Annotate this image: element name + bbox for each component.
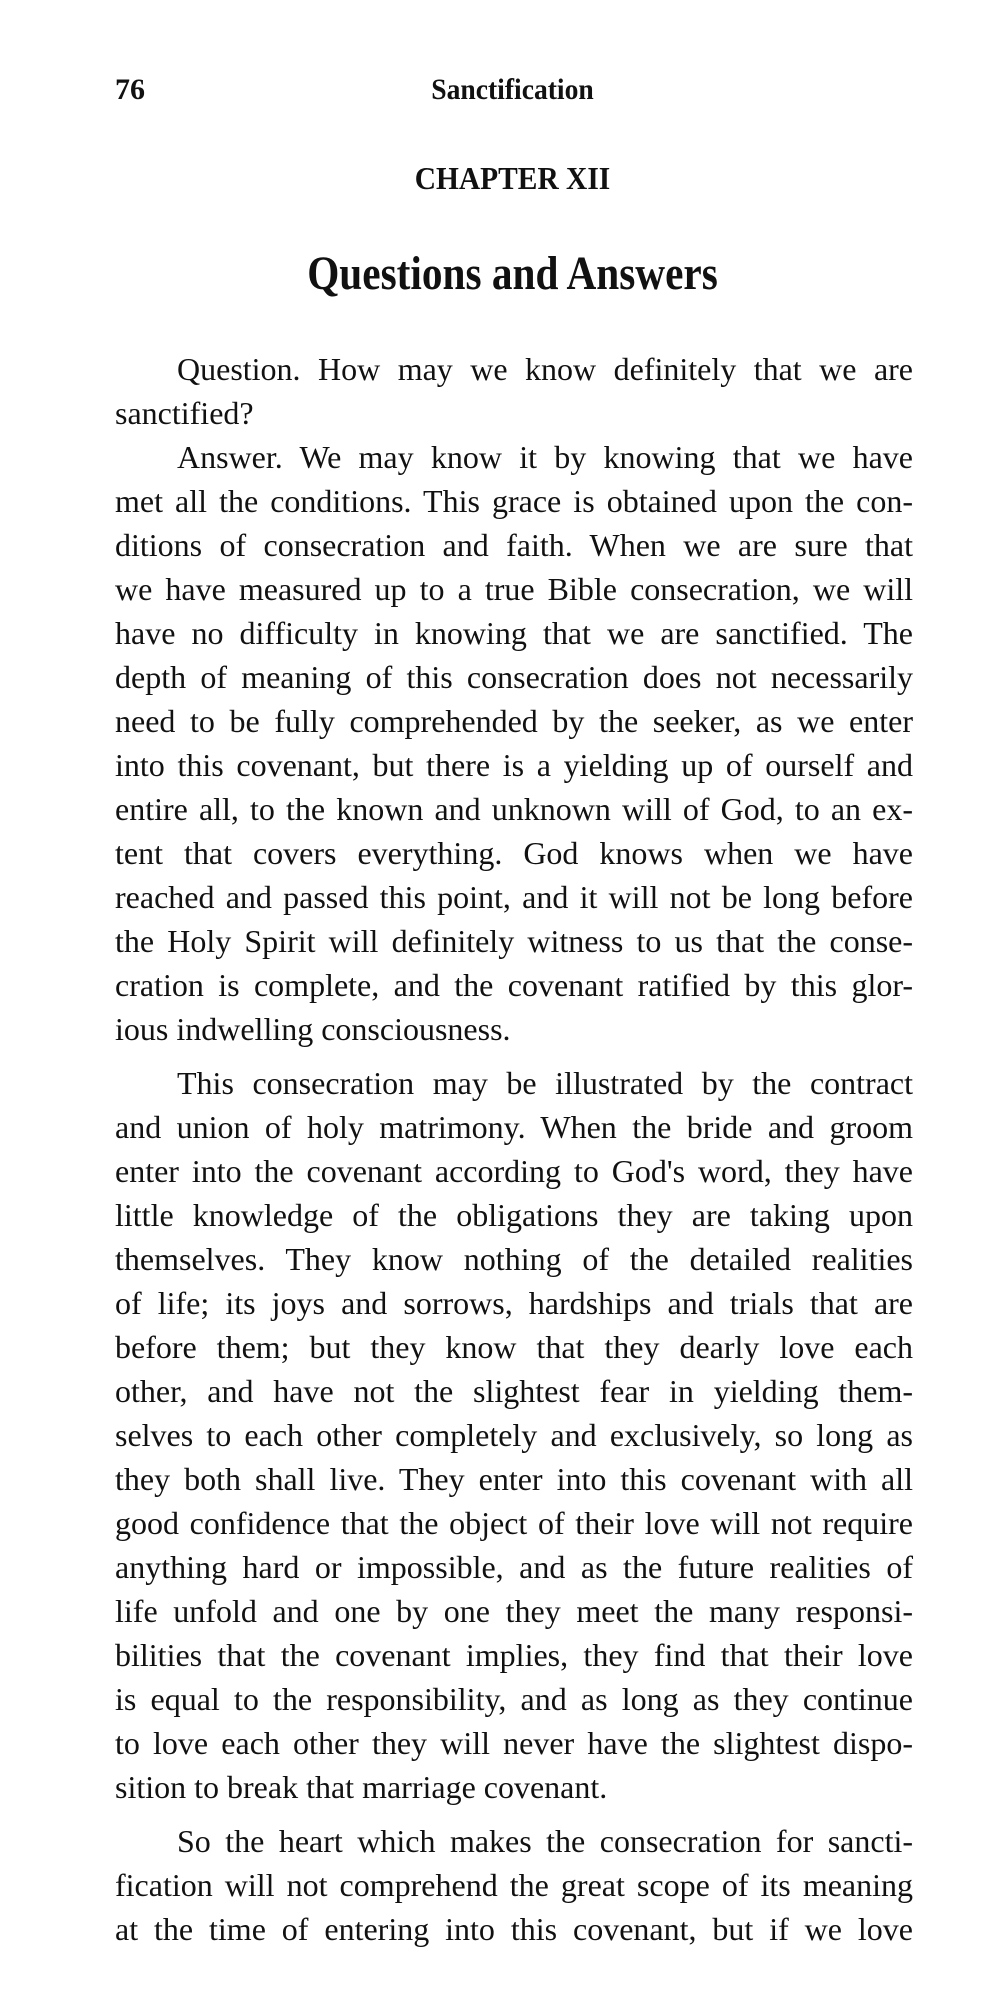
chapter-title: Questions and Answers [307, 247, 718, 300]
text-line: cration is complete, and the covenant ratified by this glor- [115, 967, 913, 1003]
chapter-label: CHAPTER XII [414, 160, 611, 196]
text-line: to love each other they will never have the slightest dispo- [115, 1725, 913, 1761]
text-line: ditions of consecration and faith. When we are sure that [115, 527, 913, 563]
text-line: enter into the covenant according to God's word, they have [115, 1153, 913, 1189]
paragraph [115, 1819, 913, 1951]
text-line: anything hard or impossible, and as the future realities of [115, 1549, 913, 1585]
text-line: met all the conditions. This grace is obtained upon the con- [115, 483, 913, 519]
paragraph-spacer [115, 1809, 913, 1819]
paragraph [115, 347, 913, 435]
text-line: sition to break that marriage covenant. [115, 1769, 608, 1805]
text-line: So the heart which makes the consecration for sancti- [177, 1823, 913, 1859]
text-line: of life; its joys and sorrows, hardships and trials that are [115, 1285, 913, 1321]
text-line: sanctified? [115, 395, 254, 431]
text-line: into this covenant, but there is a yielding up of ourself and [115, 747, 913, 783]
text-line: other, and have not the slightest fear in yielding them- [115, 1373, 913, 1409]
text-line: bilities that the covenant implies, they find that their love [115, 1637, 913, 1673]
text-line: ious indwelling consciousness. [115, 1011, 511, 1047]
text-line: life unfold and one by one they meet the many responsi- [115, 1593, 913, 1629]
text-line: good confidence that the object of their love will not require [115, 1505, 913, 1541]
text-line: is equal to the responsibility, and as long as they continue [115, 1681, 913, 1717]
paragraph [115, 1061, 913, 1809]
text-line: selves to each other completely and exclusively, so long as [115, 1417, 913, 1453]
text-line: have no difficulty in knowing that we are sanctified. The [115, 615, 913, 651]
paragraph-spacer [115, 1051, 913, 1061]
text-line: tent that covers everything. God knows when we have [115, 835, 913, 871]
text-line: depth of meaning of this consecration does not necessarily [115, 659, 913, 695]
text-line: themselves. They know nothing of the detailed realities [115, 1241, 913, 1277]
text-line: entire all, to the known and unknown will of God, to an ex- [115, 791, 913, 827]
body-text [115, 347, 913, 1951]
text-line: at the time of entering into this covenant, but if we love [115, 1911, 913, 1947]
text-line: This consecration may be illustrated by the contract [177, 1065, 913, 1101]
text-line: they both shall live. They enter into this covenant with all [115, 1461, 913, 1497]
page-number: 76 [115, 73, 145, 106]
text-line: need to be fully comprehended by the seeker, as we enter [115, 703, 913, 739]
text-line: we have measured up to a true Bible consecration, we will [115, 571, 913, 607]
text-line: the Holy Spirit will definitely witness to us that the conse- [115, 923, 913, 959]
running-head [115, 70, 910, 110]
running-title: Sanctification [431, 73, 594, 106]
text-line: and union of holy matrimony. When the bride and groom [115, 1109, 913, 1145]
text-line: Answer. We may know it by knowing that we have [177, 439, 913, 475]
text-line: little knowledge of the obligations they are taking upon [115, 1197, 913, 1233]
text-line: reached and passed this point, and it will not be long before [115, 879, 913, 915]
text-line: before them; but they know that they dearly love each [115, 1329, 913, 1365]
text-line: Question. How may we know definitely that we are [177, 351, 913, 387]
paragraph [115, 435, 913, 1051]
text-line: fication will not comprehend the great scope of its meaning [115, 1867, 913, 1903]
